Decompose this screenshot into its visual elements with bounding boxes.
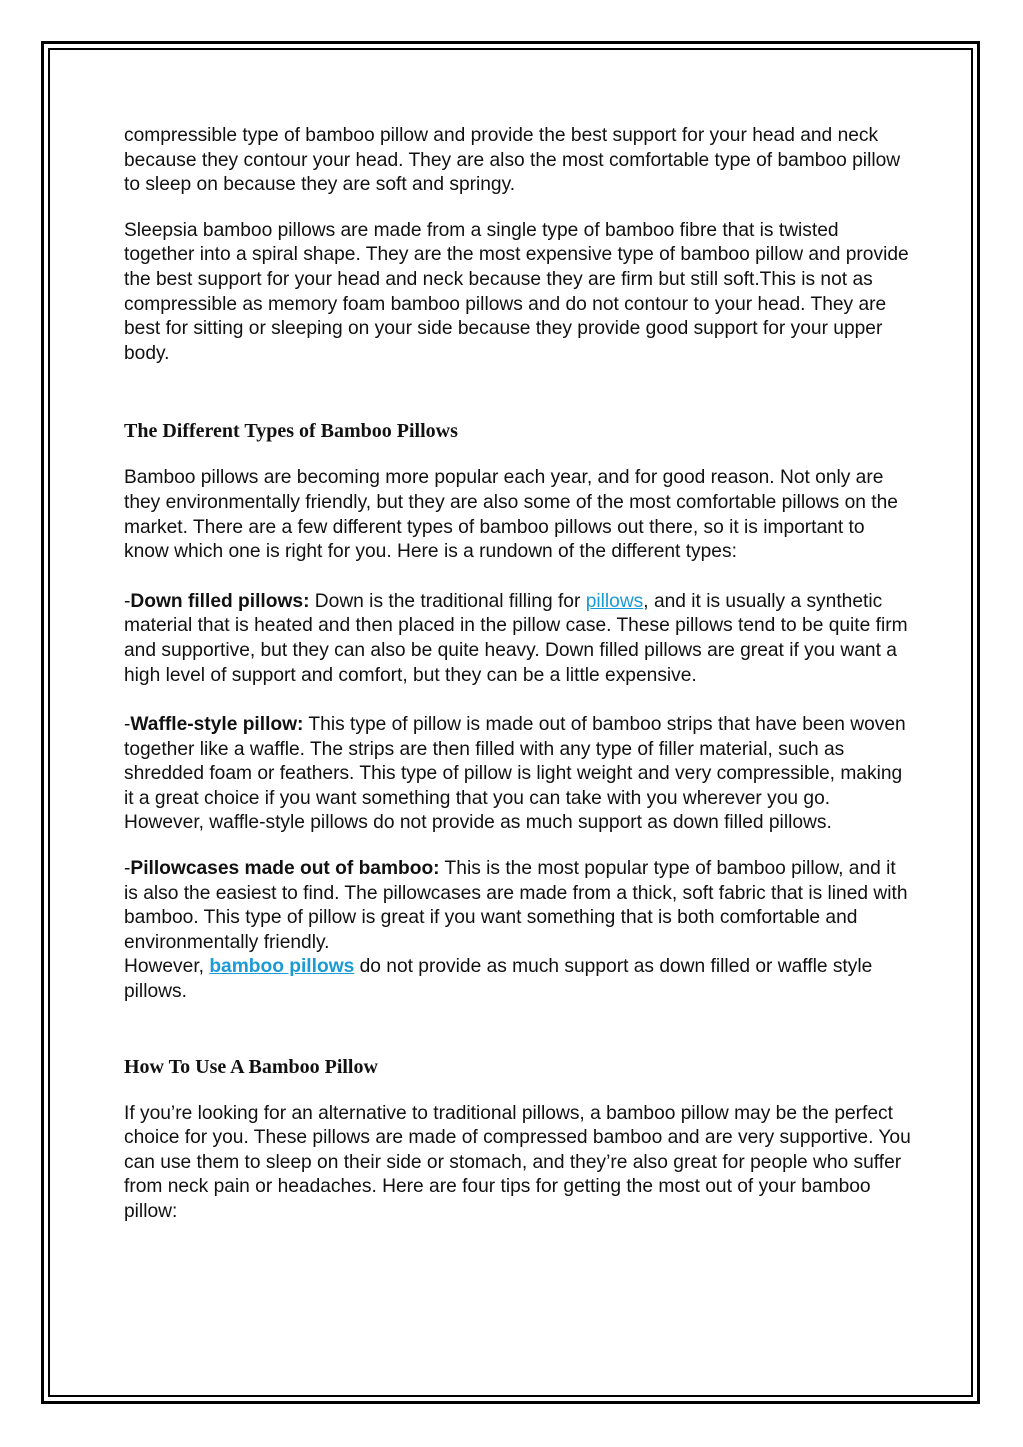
waffle-style-text: This type of pillow is made out of bamboo strips that have been woven together like a waffle. The strips are then filled with any type of filler material, such as shredded foam or feathers. This type of pillow is light weight and very compressible, making it a great choice if you want something that you can take with you wherever you go. However, waffle-style pillows do not provide as much support as down filled pillows.: [124, 714, 906, 834]
pillowcases-text: This is the most popular type of bamboo pillow, and it is also the easiest to find. The pillowcases are made from a thick, soft fabric that is lined with bamboo. This type of pillow is great if you want something that is both comfortable and environmentally friendly.: [124, 858, 908, 953]
however-text: However,: [124, 956, 210, 978]
pillowcases-term: Pillowcases made out of bamboo:: [130, 858, 440, 880]
pillows-link[interactable]: pillows: [585, 590, 644, 612]
intro-paragraph-1: compressible type of bamboo pillow and provide the best support for your head and neck because they contour your head. They are also the most comfortable type of bamboo pillow to sleep on because they are soft and springy.: [124, 125, 901, 196]
section-heading-how-to-use: How To Use A Bamboo Pillow: [124, 1055, 378, 1078]
dash: -: [124, 714, 131, 736]
document-body: [124, 124, 914, 1225]
waffle-style-paragraph: [124, 713, 914, 836]
pillowcases-paragraph: [124, 857, 914, 1005]
how-to-use-paragraph: If you’re looking for an alternative to traditional pillows, a bamboo pillow may be the perfect choice for you. These pillows are made of compressed bamboo and are very supportive. You can use them to sleep on their side or stomach, and they’re also great for people who suffer from neck pain or headaches. Here are four tips for getting the most out of your bamboo pillow:: [124, 1102, 911, 1222]
dash: -: [124, 858, 131, 880]
intro-paragraph-2: Sleepsia bamboo pillows are made from a single type of bamboo fibre that is twisted together into a spiral shape. They are the most expensive type of bamboo pillow and provide the best support for your head and neck because they are firm but still soft.This is not as compressible as memory foam bamboo pillows and do not contour to your head. They are best for sitting or sleeping on your side because they provide good support for your upper body.: [124, 219, 909, 364]
bamboo-pillows-link[interactable]: bamboo pillows: [209, 956, 355, 978]
section-heading-types: The Different Types of Bamboo Pillows: [124, 420, 458, 443]
down-filled-term: Down filled pillows:: [130, 590, 310, 612]
pillowcases-text-end: do not provide as much support as down filled or waffle style pillows.: [124, 956, 873, 1003]
down-filled-text-a: Down is the traditional filling for: [309, 590, 586, 612]
dash: -: [124, 590, 131, 612]
types-intro-paragraph: Bamboo pillows are becoming more popular each year, and for good reason. Not only are they environmentally friendly, but they are also some of the most comfortable pillows on the market. There are a few different types of bamboo pillows out there, so it is important to know which one is right for you. Here is a rundown of the different types:: [124, 467, 898, 563]
waffle-style-term: Waffle-style pillow:: [130, 714, 304, 736]
down-filled-paragraph: [124, 590, 914, 688]
down-filled-text-b: , and it is usually a synthetic material that is heated and then placed in the pillow case. These pillows tend to be quite firm and supportive, but they can also be quite heavy. Down filled pillows are great if you want a high level of support and comfort, but they can be a little expensive.: [124, 590, 908, 686]
